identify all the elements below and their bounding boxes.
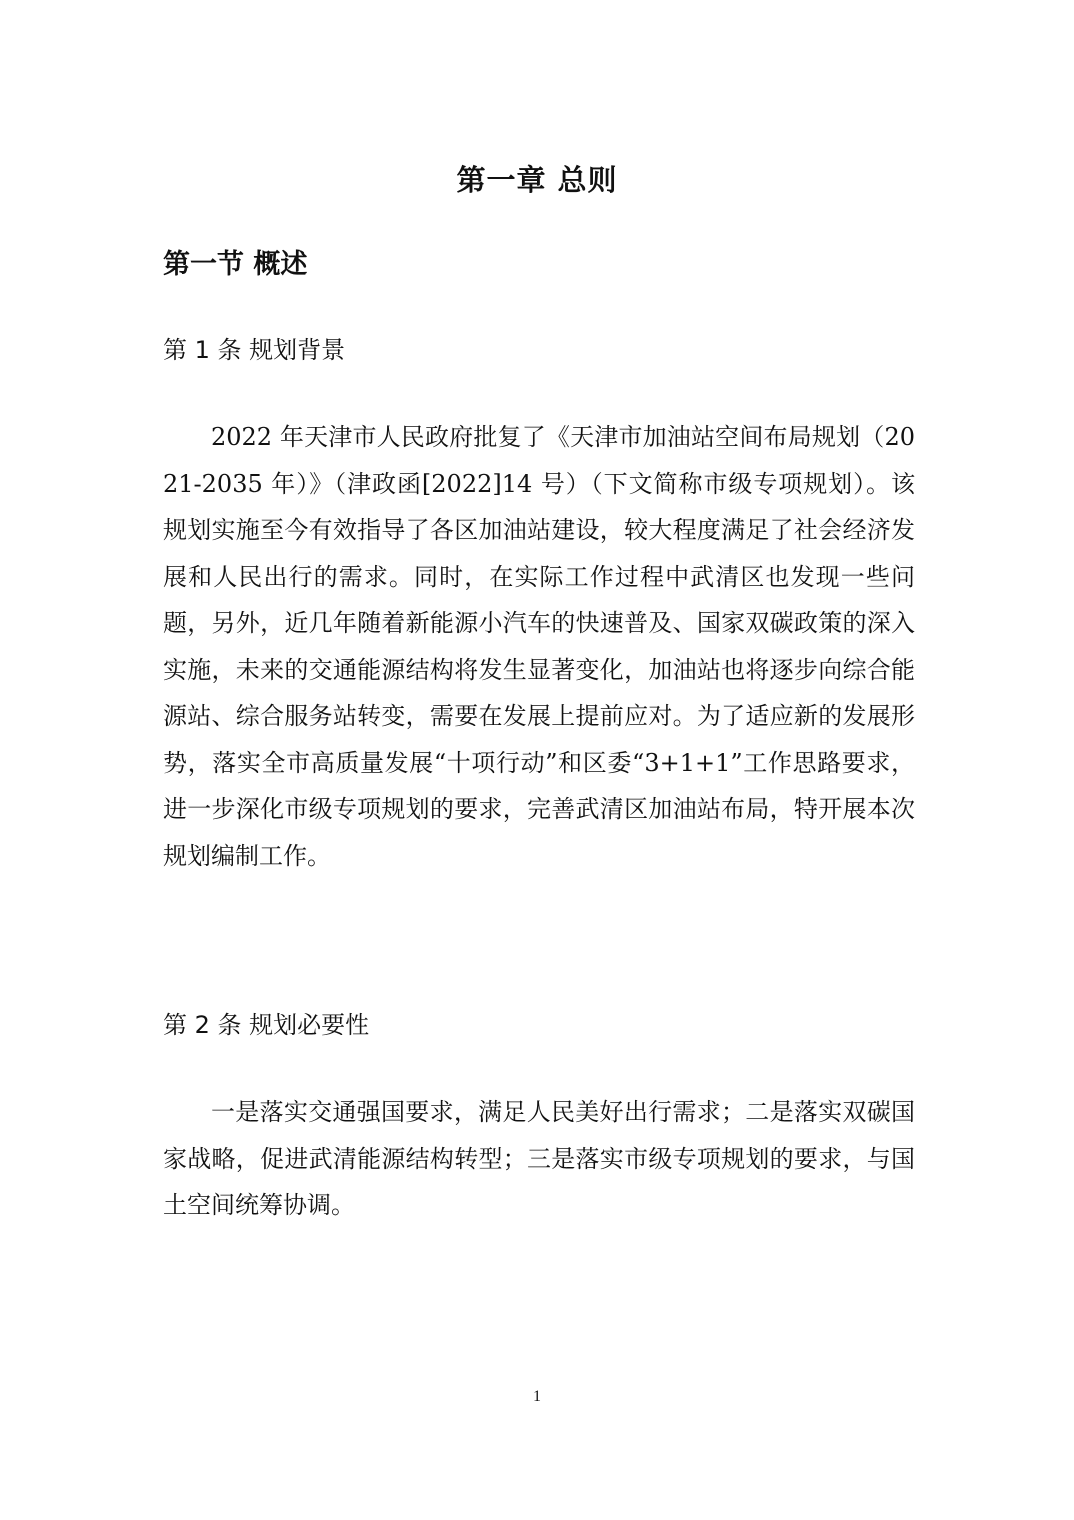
page-number: 1 bbox=[533, 1388, 541, 1405]
chapter-title: 第一章 总则 bbox=[456, 163, 618, 197]
article-1-body: 2022 年天津市人民政府批复了《天津市加油站空间布局规划（2021-2035 年）》（津政函[2022]14 号）（下文简称市级专项规划）。该规划实施至今有效指导了各区加油站建设，较大程度满足了社会经济发展和人民出行的需求。同时，在实际工作过程中武清区也发现一些问题，另外，近几年随着新能源小汽车的快速普及、国家双碳政策的深入实施，未来的交通能源结构将发生显著变化，加油站也将逐步向综合能源站、综合服务站转变，需要在发展上提前应对。为了适应新的发展形势，落实全市高质量发展“十项行动”和区委“3+1+1”工作思路要求，进一步深化市级专项规划的要求，完善武清区加油站布局，特开展本次规划编制工作。 bbox=[163, 423, 915, 870]
section-title: 第一节 概述 bbox=[163, 249, 308, 280]
article-1-heading: 第 1 条 规划背景 bbox=[163, 336, 346, 364]
article-2-heading: 第 2 条 规划必要性 bbox=[163, 1011, 370, 1039]
article-2-body: 一是落实交通强国要求，满足人民美好出行需求；二是落实双碳国家战略，促进武清能源结构转型；三是落实市级专项规划的要求，与国土空间统筹协调。 bbox=[163, 1098, 915, 1219]
